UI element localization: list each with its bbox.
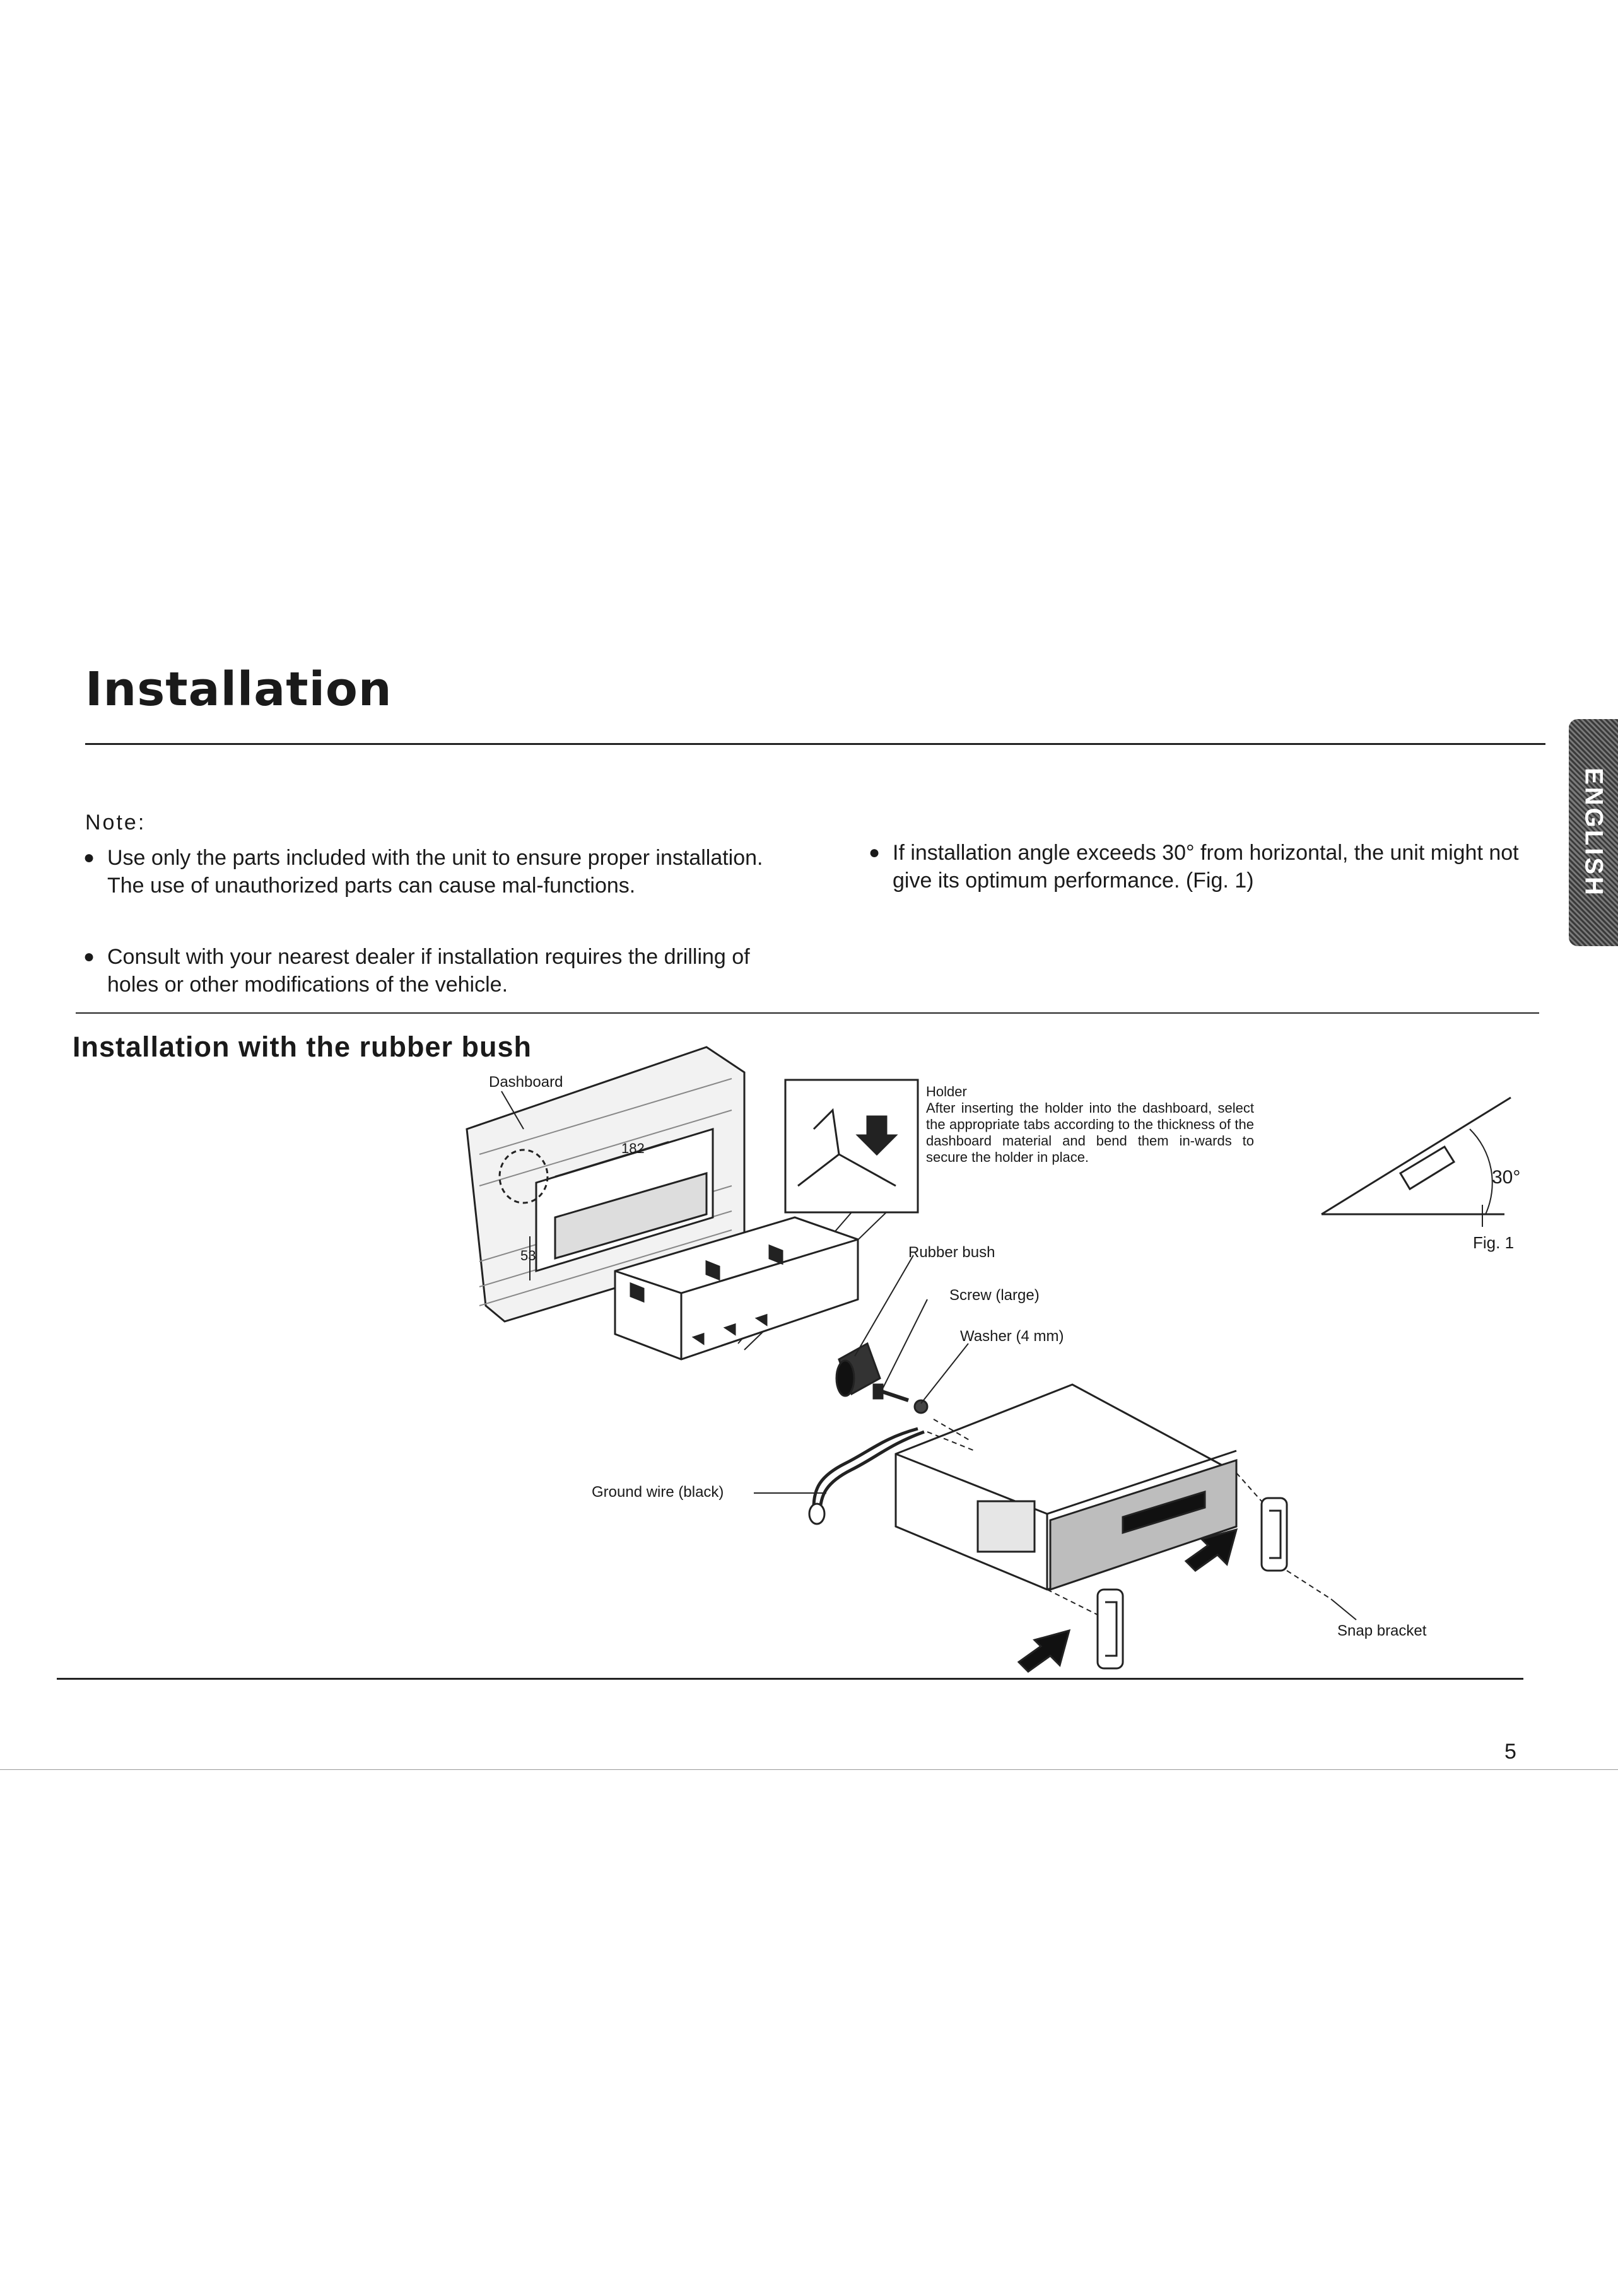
note-bullet-1-text: Use only the parts included with the unit to ensure proper installation. The use of unauthorized parts can cause mal-functions. [107, 846, 763, 898]
ground-wire-label: Ground wire (black) [592, 1484, 724, 1501]
holder-description: After inserting the holder into the dashboard, select the appropriate tabs according to the thickness of the dashboard material and bend them in-wards to secure the holder in place. [926, 1100, 1254, 1165]
page-number: 5 [1504, 1740, 1516, 1764]
note-bullet-1 [83, 844, 763, 899]
screw-label: Screw (large) [949, 1287, 1040, 1304]
snap-bracket-label: Snap bracket [1337, 1622, 1427, 1639]
note-bullet-3-text: If installation angle exceeds 30° from horizontal, the unit might not give its optimum performance. (Fig. 1) [893, 841, 1519, 893]
fig1-angle [1322, 1098, 1511, 1227]
width-dimension: 182 [621, 1140, 645, 1156]
screw-large [874, 1385, 908, 1400]
main-unit [896, 1385, 1236, 1590]
holder-callout [926, 1084, 1254, 1166]
washer-label: Washer (4 mm) [960, 1328, 1064, 1345]
snap-bracket-left [1098, 1590, 1123, 1668]
language-tab-label: ENGLISH [1580, 768, 1608, 898]
page-title: Installation [85, 662, 392, 717]
bullet-icon: ● [83, 946, 95, 967]
arrow-icon [1019, 1631, 1069, 1672]
fig1-caption: Fig. 1 [1473, 1233, 1515, 1252]
footer-rule [0, 1769, 1618, 1770]
holder-title: Holder [926, 1084, 967, 1099]
bullet-icon: ● [869, 842, 881, 863]
bullet-icon: ● [83, 847, 95, 868]
rubber-bush-label: Rubber bush [908, 1244, 995, 1261]
bottom-rule [57, 1678, 1523, 1680]
angle-label: 30° [1492, 1167, 1521, 1188]
note-bullet-2-text: Consult with your nearest dealer if installation requires the drilling of holes or other modifications of the vehicle. [107, 945, 750, 997]
title-rule [85, 743, 1545, 745]
note-bullet-2 [83, 943, 763, 999]
note-heading: Note: [85, 811, 146, 835]
language-tab [1569, 719, 1618, 946]
snap-bracket-right [1262, 1498, 1287, 1571]
washer [915, 1400, 927, 1413]
section-title: Installation with the rubber bush [73, 1031, 532, 1063]
installation-diagram [0, 1009, 1618, 1703]
note-bullet-3 [869, 839, 1542, 894]
height-dimension: 53 [520, 1248, 536, 1263]
dashboard-label: Dashboard [489, 1074, 563, 1091]
